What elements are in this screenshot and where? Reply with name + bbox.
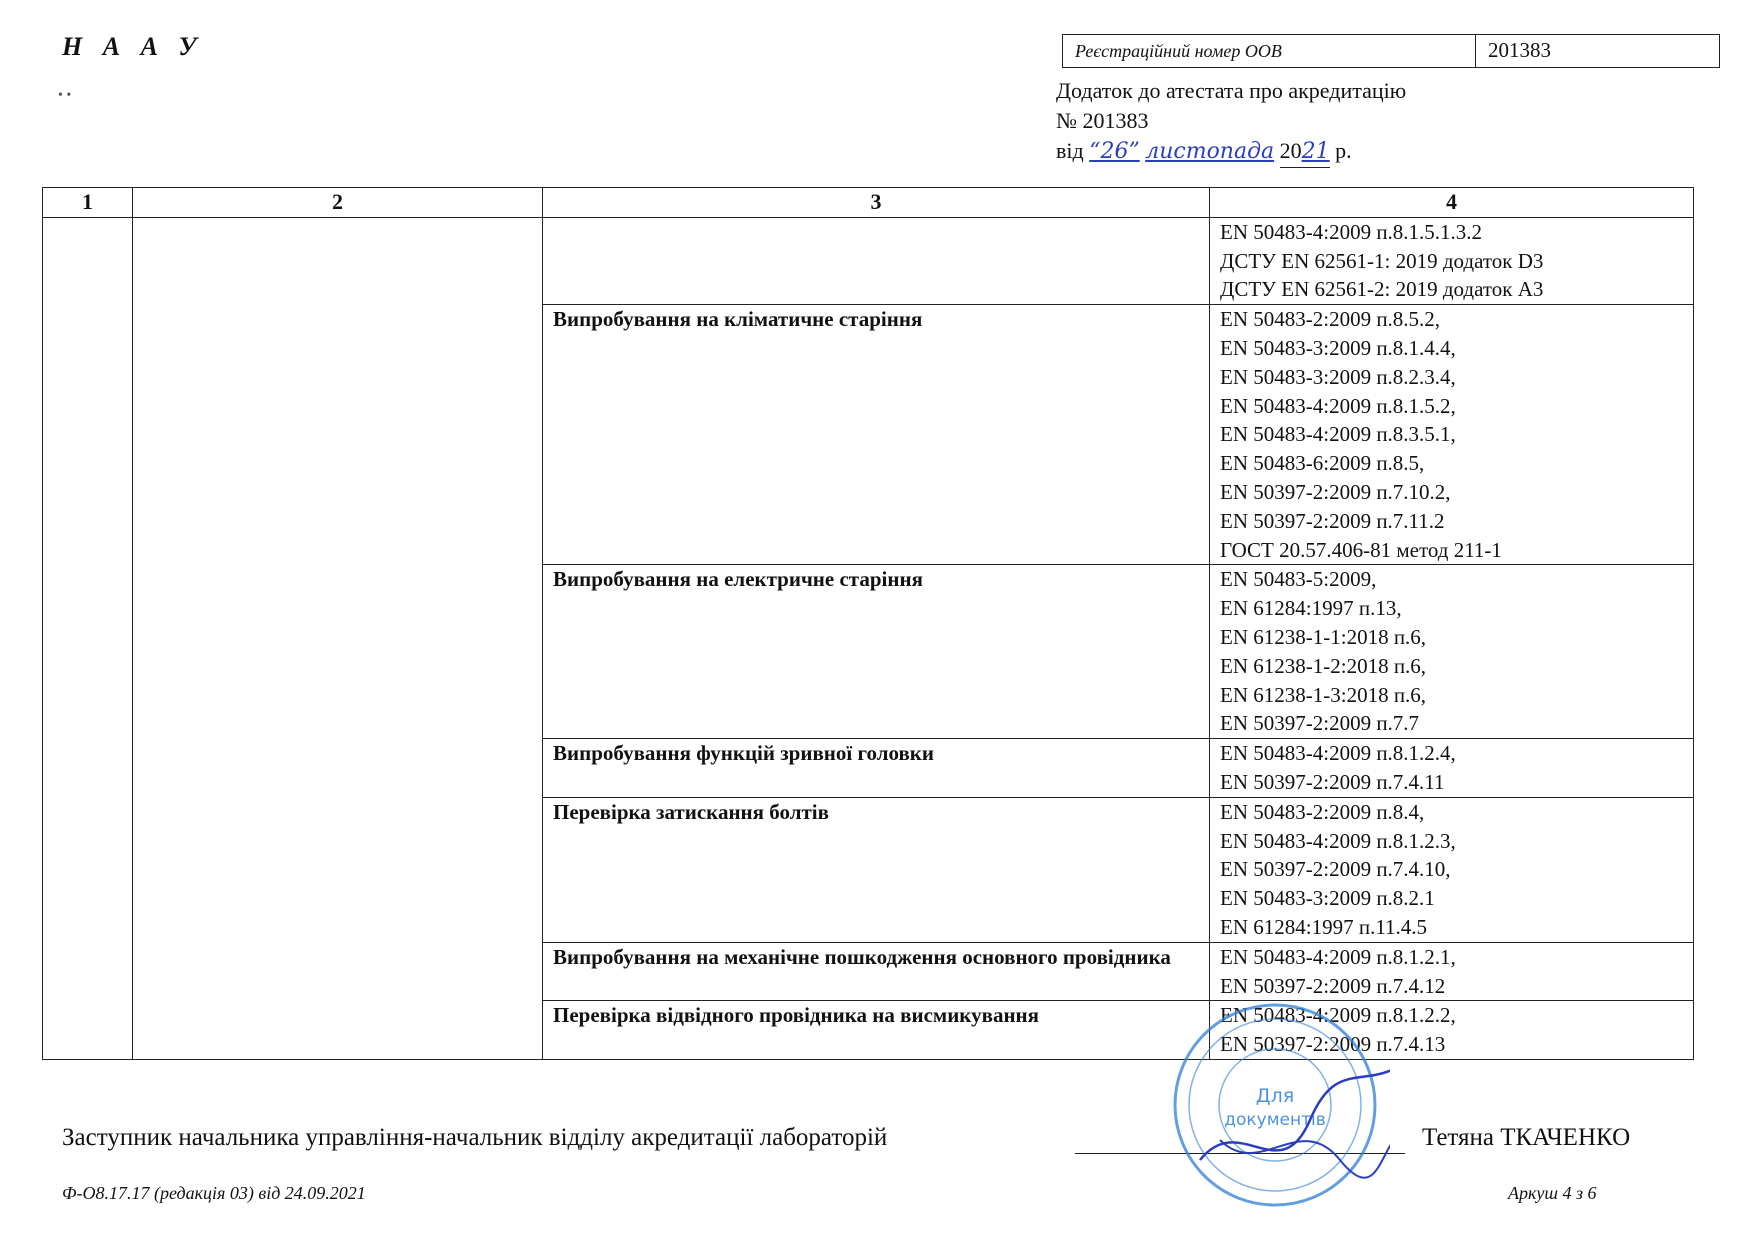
standards-cell	[1210, 305, 1694, 565]
date-day: “26”	[1089, 139, 1140, 164]
date-year-suffix: 21	[1301, 139, 1330, 164]
standard-reference: EN 50483-3:2009 п.8.2.1	[1220, 886, 1435, 911]
registration-value: 201383	[1488, 38, 1551, 62]
signatory-position: Заступник начальника управління-начальник відділу акредитації лабораторій	[62, 1124, 888, 1151]
test-name-cell: Випробування на механічне пошкодження основного провідника	[543, 942, 1210, 1001]
cell-col1	[43, 217, 133, 1059]
column-header: 4	[1210, 188, 1694, 218]
test-name-cell: Випробування на електричне старіння	[543, 565, 1210, 739]
table-body	[43, 217, 1694, 1059]
annex-number: № 201383	[1056, 108, 1149, 133]
column-header: 1	[43, 188, 133, 218]
svg-text:Для: Для	[1255, 1085, 1295, 1107]
standards-cell	[1210, 565, 1694, 739]
standards-cell	[1210, 739, 1694, 798]
standard-reference: EN 61238-1-1:2018 п.6,	[1220, 624, 1427, 649]
annex-block	[1056, 76, 1406, 168]
registration-box	[1062, 34, 1720, 68]
standard-reference: EN 61238-1-3:2018 п.6,	[1220, 682, 1427, 707]
standards-cell	[1210, 217, 1694, 304]
standard-reference: EN 50397-2:2009 п.7.7	[1220, 711, 1420, 736]
standard-reference: EN 50397-2:2009 п.7.11.2	[1220, 508, 1445, 533]
scan-marks: • •	[58, 88, 72, 103]
date-month: листопада	[1145, 139, 1275, 164]
test-name-cell: Випробування на кліматичне старіння	[543, 305, 1210, 565]
standard-reference: EN 50483-2:2009 п.8.5.2,	[1220, 307, 1441, 332]
standard-reference: EN 50483-4:2009 п.8.1.2.2,	[1220, 1003, 1456, 1028]
table-row	[43, 217, 1694, 304]
annex-date	[1056, 136, 1406, 168]
standard-reference: EN 50483-5:2009,	[1220, 567, 1377, 592]
date-suffix: р.	[1335, 138, 1352, 163]
sheet-number: Аркуш 4 з 6	[1508, 1183, 1597, 1203]
standard-reference: EN 50483-4:2009 п.8.1.2.4,	[1220, 741, 1456, 766]
cell-col2	[133, 217, 543, 1059]
standard-reference: EN 50397-2:2009 п.7.4.13	[1220, 1032, 1446, 1057]
svg-text:документів: документів	[1224, 1110, 1326, 1130]
standard-reference: EN 50483-3:2009 п.8.1.4.4,	[1220, 335, 1456, 360]
standard-reference: EN 50483-4:2009 п.8.1.5.1.3.2	[1220, 219, 1483, 244]
standard-reference: EN 50397-2:2009 п.7.10.2,	[1220, 479, 1451, 504]
standard-reference: EN 50397-2:2009 п.7.4.10,	[1220, 857, 1451, 882]
standard-reference: EN 50483-6:2009 п.8.5,	[1220, 451, 1425, 476]
test-name-cell: Випробування функцій зривної головки	[543, 739, 1210, 798]
org-abbreviation: Н А А У	[62, 32, 204, 61]
standard-reference: EN 50483-4:2009 п.8.1.2.3,	[1220, 828, 1456, 853]
official-stamp	[1160, 990, 1390, 1220]
standard-reference: EN 50397-2:2009 п.7.4.11	[1220, 769, 1445, 794]
standard-reference: EN 50483-4:2009 п.8.1.5.2,	[1220, 393, 1456, 418]
date-year-prefix: 20	[1279, 138, 1302, 163]
standard-reference: EN 50397-2:2009 п.7.4.12	[1220, 973, 1446, 998]
form-reference: Ф-О8.17.17 (редакція 03) від 24.09.2021	[62, 1183, 366, 1203]
signatory-name: Тетяна ТКАЧЕНКО	[1422, 1124, 1631, 1151]
standard-reference: EN 50483-3:2009 п.8.2.3.4,	[1220, 364, 1456, 389]
standard-reference: ДСТУ EN 62561-2: 2019 додаток А3	[1220, 277, 1544, 302]
test-name-cell: Перевірка відвідного провідника на висмикування	[543, 1001, 1210, 1060]
standard-reference: EN 61284:1997 п.11.4.5	[1220, 914, 1428, 939]
column-header: 2	[133, 188, 543, 218]
standard-reference: EN 61284:1997 п.13,	[1220, 596, 1402, 621]
test-name-cell: Перевірка затискання болтів	[543, 797, 1210, 942]
standard-reference: EN 50483-4:2009 п.8.3.5.1,	[1220, 422, 1456, 447]
date-year	[1280, 136, 1330, 168]
standard-reference: EN 50483-4:2009 п.8.1.2.1,	[1220, 944, 1456, 969]
standard-reference: EN 50483-2:2009 п.8.4,	[1220, 799, 1425, 824]
standards-cell	[1210, 797, 1694, 942]
annex-title: Додаток до атестата про акредитацію	[1056, 78, 1407, 103]
standard-reference: EN 61238-1-2:2018 п.6,	[1220, 653, 1427, 678]
standard-reference: ДСТУ EN 62561-1: 2019 додаток D3	[1220, 248, 1544, 273]
accreditation-table	[42, 187, 1694, 1060]
column-header: 3	[543, 188, 1210, 218]
registration-label: Реєстраційний номер ООВ	[1063, 35, 1476, 67]
standard-reference: ГОСТ 20.57.406-81 метод 211-1	[1220, 537, 1502, 562]
test-name-cell	[543, 217, 1210, 304]
table-header-row	[43, 188, 1694, 218]
date-prefix: від	[1056, 138, 1084, 163]
